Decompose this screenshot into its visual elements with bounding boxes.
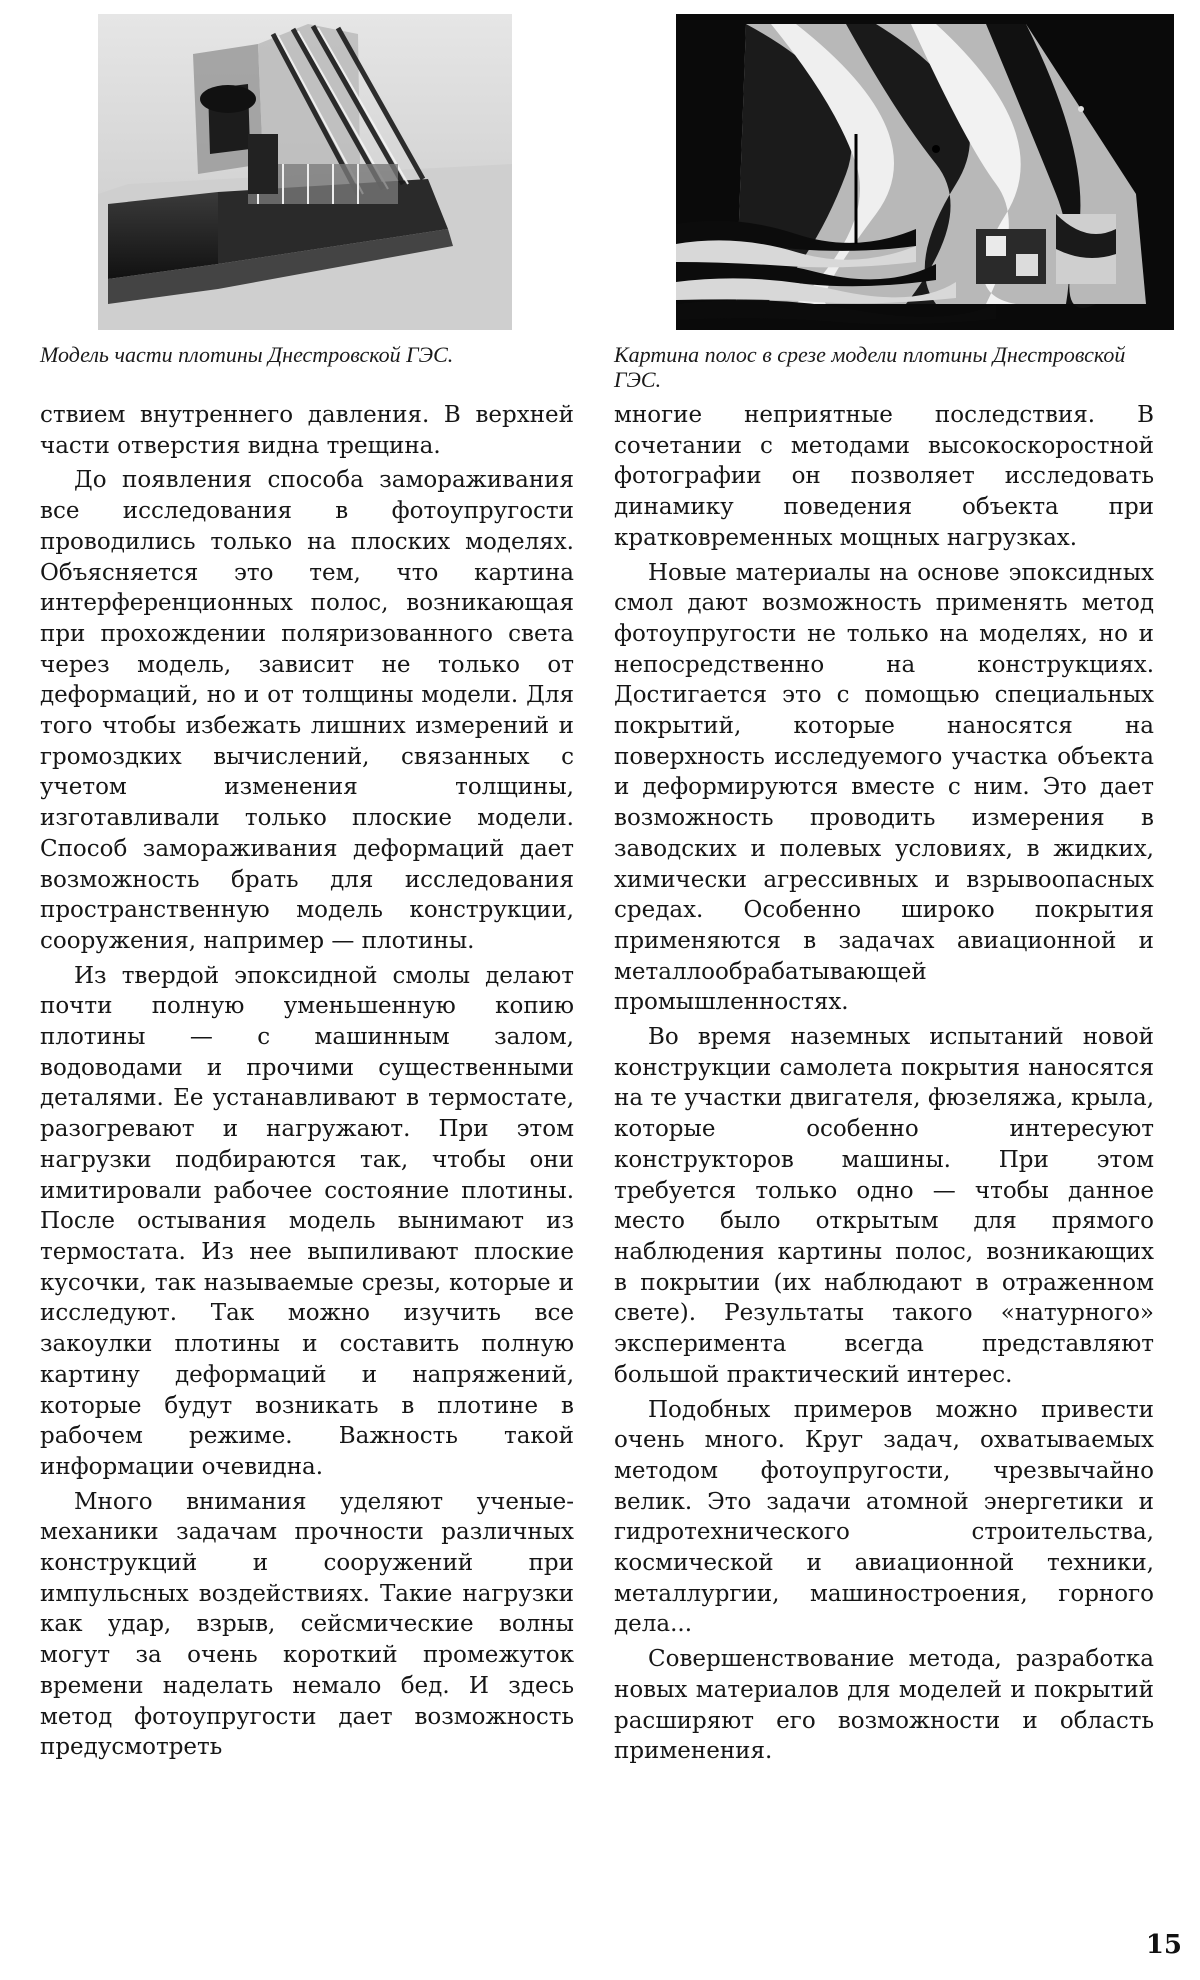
fringe-pattern-photo: [676, 14, 1174, 330]
paragraph: Новые материалы на основе эпоксидных смол дают возможность применять метод фотоупругости не только на моделях, но и непосредственно на конструкциях. Достигается это с помощью специальных покрытий, которые наносятся на поверхность исследуемого участка объекта и деформируются вместе с ним. Это дает возможность проводить измерения в заводских и полевых условиях, в жидких, химически агрессивных и взрывоопасных средах. Особенно широко покрытия применяются в задачах авиационной и металлообрабатывающей промышленностях.: [614, 559, 1154, 1016]
page-number: 15: [1145, 1930, 1182, 1960]
paragraph: Во время наземных испытаний новой конструкции самолета покрытия наносятся на те участки двигателя, фюзеляжа, крыла, которые особенно интересуют конструкторов машины. При этом требуется только одно — чтобы данное место было открытым для прямого наблюдения картины полос, возникающих в покрытии (их наблюдают в отраженном свете). Результаты такого «натурного» эксперимента всегда представляют большой практический интерес.: [614, 1024, 1154, 1388]
fringe-pattern-photo-icon: [676, 14, 1174, 330]
figure-caption-dam-model: Модель части плотины Днестровской ГЭС.: [40, 342, 454, 367]
dam-model-photo: [98, 14, 512, 330]
paragraph: многие неприятные последствия. В сочетании с методами высокоскоростной фотографии он позволяет исследовать динамику поведения объекта при кратковременных мощных нагрузках.: [614, 402, 1154, 551]
paragraph: ствием внутреннего давления. В верхней части отверстия видна трещина.: [40, 402, 574, 459]
paragraph: Подобных примеров можно привести очень много. Круг задач, охватываемых методом фотоупругости, чрезвычайно велик. Это задачи атомной энергетики и гидротехнического строительства, космической и авиационной техники, металлургии, машиностроения, горного дела...: [614, 1396, 1154, 1638]
paragraph: Совершенствование метода, разработка новых материалов для моделей и покрытий расширяют его возможности и область применения.: [614, 1646, 1154, 1765]
paragraph: Много внимания уделяют ученые-механики задачам прочности различных конструкций и сооружений при импульсных воздействиях. Такие нагрузки как удар, взрыв, сейсмические волны могут за очень короткий промежуток времени наделать немало бед. И здесь метод фотоупругости дает возможность предусмотреть: [40, 1488, 574, 1761]
dam-model-photo-icon: [98, 14, 512, 330]
paragraph: До появления способа замораживания все исследования в фотоупругости проводились только на плоских моделях. Объясняется это тем, что картина интерференционных полос, возникающая при прохождении поляризованного света через модель, зависит не только от деформаций, но и от толщины модели. Для того чтобы избежать лишних измерений и громоздких вычислений, связанных с учетом изменения толщины, изготавливали только плоские модели. Способ замораживания деформаций дает возможность брать для исследования пространственную модель конструкции, сооружения, например — плотины.: [40, 467, 574, 954]
left-text-column: [40, 400, 574, 1763]
right-text-column: [614, 400, 1154, 1767]
figure-caption-fringe-pattern: Картина полос в срезе модели плотины Днестровской ГЭС.: [614, 342, 1126, 392]
paragraph: Из твердой эпоксидной смолы делают почти полную уменьшенную копию плотины — с машинным залом, водоводами и прочими существенными деталями. Ее устанавливают в термостате, разогревают и нагружают. При этом нагрузки подбираются так, чтобы они имитировали рабочее состояние плотины. После остывания модель вынимают из термостата. Из нее выпиливают плоские кусочки, так называемые срезы, которые и исследуют. Так можно изучить все закоулки плотины и составить полную картину деформаций и напряжений, которые будут возникать в плотине в рабочем режиме. Важность такой информации очевидна.: [40, 962, 574, 1480]
